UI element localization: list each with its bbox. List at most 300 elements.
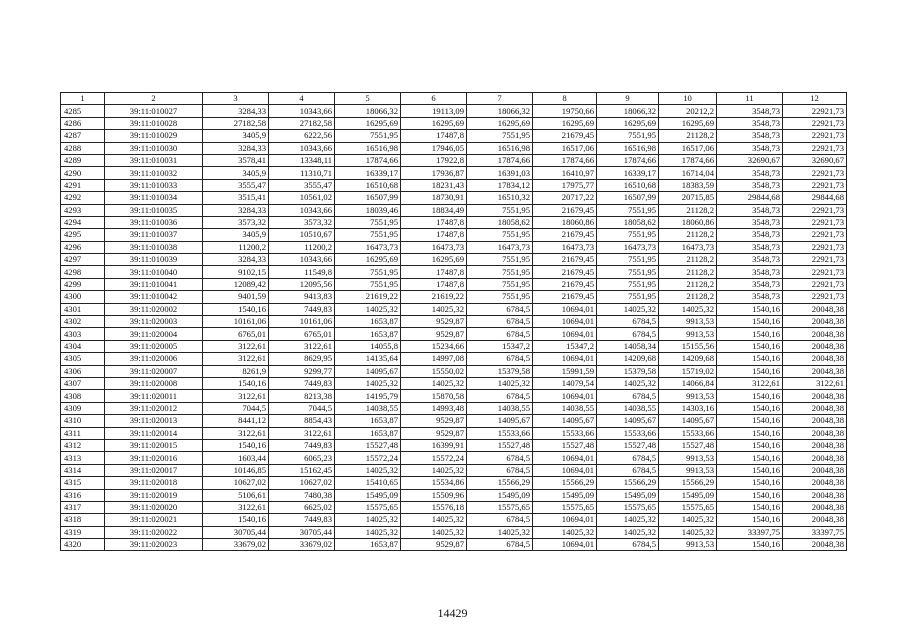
value-cell: 14135,64 bbox=[335, 353, 401, 365]
cadastral-number-cell: 39:11:010037 bbox=[105, 229, 203, 241]
value-cell: 15572,24 bbox=[401, 452, 467, 464]
row-number-cell: 4317 bbox=[61, 501, 105, 513]
value-cell: 1540,16 bbox=[717, 328, 783, 340]
row-number-cell: 4292 bbox=[61, 192, 105, 204]
value-cell: 8629,95 bbox=[269, 353, 335, 365]
value-cell: 7551,95 bbox=[335, 278, 401, 290]
value-cell: 6784,5 bbox=[467, 303, 533, 315]
value-cell: 33397,75 bbox=[783, 526, 847, 538]
value-cell: 9102,15 bbox=[203, 266, 269, 278]
value-cell: 18730,91 bbox=[401, 192, 467, 204]
value-cell: 17936,87 bbox=[401, 167, 467, 179]
cadastral-number-cell: 39:11:010029 bbox=[105, 130, 203, 142]
cadastral-number-cell: 39:11:010035 bbox=[105, 204, 203, 216]
value-cell: 7551,95 bbox=[467, 278, 533, 290]
value-cell: 19113,09 bbox=[401, 105, 467, 117]
cadastral-number-cell: 39:11:020007 bbox=[105, 365, 203, 377]
value-cell: 1653,87 bbox=[335, 427, 401, 439]
value-cell: 14025,32 bbox=[597, 303, 659, 315]
value-cell: 1540,16 bbox=[717, 340, 783, 352]
value-cell: 3548,73 bbox=[717, 105, 783, 117]
value-cell: 14079,54 bbox=[533, 377, 597, 389]
cadastral-number-cell: 39:11:010039 bbox=[105, 254, 203, 266]
value-cell: 16517,06 bbox=[533, 142, 597, 154]
row-number-cell: 4308 bbox=[61, 390, 105, 402]
row-number-cell: 4313 bbox=[61, 452, 105, 464]
row-number-cell: 4287 bbox=[61, 130, 105, 142]
row-number-cell: 4315 bbox=[61, 477, 105, 489]
value-cell: 22921,73 bbox=[783, 105, 847, 117]
value-cell: 14195,79 bbox=[335, 390, 401, 402]
value-cell: 10510,67 bbox=[269, 229, 335, 241]
value-cell: 14303,16 bbox=[659, 402, 717, 414]
value-cell: 18060,86 bbox=[659, 216, 717, 228]
value-cell: 9913,53 bbox=[659, 316, 717, 328]
value-cell: 1653,87 bbox=[335, 328, 401, 340]
value-cell: 14095,67 bbox=[533, 415, 597, 427]
table-row bbox=[61, 316, 847, 328]
value-cell: 29844,68 bbox=[717, 192, 783, 204]
value-cell: 15533,66 bbox=[467, 427, 533, 439]
value-cell: 10343,66 bbox=[269, 142, 335, 154]
value-cell: 7551,95 bbox=[335, 266, 401, 278]
value-cell: 16473,73 bbox=[401, 241, 467, 253]
value-cell: 21128,2 bbox=[659, 130, 717, 142]
value-cell: 1540,16 bbox=[717, 464, 783, 476]
row-number-cell: 4319 bbox=[61, 526, 105, 538]
value-cell: 20048,38 bbox=[783, 390, 847, 402]
value-cell: 20048,38 bbox=[783, 402, 847, 414]
table-row bbox=[61, 241, 847, 253]
value-cell: 10627,02 bbox=[269, 477, 335, 489]
value-cell: 9913,53 bbox=[659, 452, 717, 464]
cadastral-number-cell: 39:11:010042 bbox=[105, 291, 203, 303]
row-number-cell: 4310 bbox=[61, 415, 105, 427]
page-number: 14429 bbox=[437, 606, 468, 620]
value-cell: 12095,56 bbox=[269, 278, 335, 290]
row-number-cell: 4295 bbox=[61, 229, 105, 241]
table-row bbox=[61, 402, 847, 414]
value-cell: 18066,32 bbox=[467, 105, 533, 117]
value-cell: 1540,16 bbox=[717, 415, 783, 427]
value-cell: 18039,46 bbox=[335, 204, 401, 216]
table-row bbox=[61, 105, 847, 117]
value-cell: 20048,38 bbox=[783, 365, 847, 377]
value-cell: 17874,66 bbox=[467, 154, 533, 166]
value-cell: 33679,02 bbox=[203, 539, 269, 551]
value-cell: 15572,24 bbox=[335, 452, 401, 464]
row-number-cell: 4286 bbox=[61, 117, 105, 129]
value-cell: 16295,69 bbox=[533, 117, 597, 129]
value-cell: 16507,99 bbox=[335, 192, 401, 204]
value-cell: 14025,32 bbox=[597, 377, 659, 389]
row-number-cell: 4318 bbox=[61, 514, 105, 526]
value-cell: 15719,02 bbox=[659, 365, 717, 377]
value-cell: 16714,04 bbox=[659, 167, 717, 179]
value-cell: 6784,5 bbox=[467, 452, 533, 464]
value-cell: 6784,5 bbox=[597, 464, 659, 476]
value-cell: 7449,83 bbox=[269, 514, 335, 526]
value-cell: 21128,2 bbox=[659, 254, 717, 266]
value-cell: 15533,66 bbox=[533, 427, 597, 439]
value-cell: 14025,32 bbox=[467, 377, 533, 389]
value-cell: 16473,73 bbox=[335, 241, 401, 253]
table-row bbox=[61, 291, 847, 303]
value-cell: 3284,33 bbox=[203, 142, 269, 154]
value-cell: 18066,32 bbox=[597, 105, 659, 117]
value-cell: 7044,5 bbox=[269, 402, 335, 414]
value-cell: 3405,9 bbox=[203, 167, 269, 179]
value-cell: 11310,71 bbox=[269, 167, 335, 179]
value-cell: 1653,87 bbox=[335, 415, 401, 427]
value-cell: 10627,02 bbox=[203, 477, 269, 489]
value-cell: 3122,61 bbox=[203, 353, 269, 365]
value-cell: 3122,61 bbox=[203, 427, 269, 439]
value-cell: 7551,95 bbox=[335, 216, 401, 228]
value-cell: 9913,53 bbox=[659, 464, 717, 476]
value-cell: 7551,95 bbox=[467, 204, 533, 216]
value-cell: 15534,86 bbox=[401, 477, 467, 489]
value-cell: 17874,66 bbox=[659, 154, 717, 166]
value-cell: 15575,65 bbox=[533, 501, 597, 513]
value-cell: 1540,16 bbox=[203, 303, 269, 315]
value-cell: 1540,16 bbox=[717, 303, 783, 315]
value-cell: 14095,67 bbox=[467, 415, 533, 427]
value-cell: 7551,95 bbox=[467, 266, 533, 278]
value-cell: 16473,73 bbox=[467, 241, 533, 253]
value-cell: 20048,38 bbox=[783, 514, 847, 526]
table-row bbox=[61, 216, 847, 228]
value-cell: 14095,67 bbox=[659, 415, 717, 427]
value-cell: 10694,01 bbox=[533, 464, 597, 476]
cadastral-number-cell: 39:11:020021 bbox=[105, 514, 203, 526]
table-row bbox=[61, 254, 847, 266]
value-cell: 22921,73 bbox=[783, 291, 847, 303]
value-cell: 1540,16 bbox=[717, 365, 783, 377]
value-cell: 21128,2 bbox=[659, 229, 717, 241]
table-row bbox=[61, 266, 847, 278]
value-cell: 8854,43 bbox=[269, 415, 335, 427]
value-cell: 10161,06 bbox=[269, 316, 335, 328]
value-cell: 15347,2 bbox=[467, 340, 533, 352]
value-cell: 15495,09 bbox=[533, 489, 597, 501]
value-cell: 21679,45 bbox=[533, 229, 597, 241]
table-row bbox=[61, 192, 847, 204]
column-header: 6 bbox=[401, 93, 467, 105]
value-cell: 20048,38 bbox=[783, 340, 847, 352]
value-cell: 15379,58 bbox=[597, 365, 659, 377]
value-cell: 10694,01 bbox=[533, 390, 597, 402]
table-row bbox=[61, 353, 847, 365]
value-cell: 16295,69 bbox=[659, 117, 717, 129]
value-cell: 1603,44 bbox=[203, 452, 269, 464]
value-cell: 15527,48 bbox=[659, 439, 717, 451]
value-cell: 16339,17 bbox=[597, 167, 659, 179]
value-cell: 16295,69 bbox=[597, 117, 659, 129]
value-cell: 22921,73 bbox=[783, 229, 847, 241]
value-cell: 20048,38 bbox=[783, 501, 847, 513]
value-cell: 6765,01 bbox=[269, 328, 335, 340]
value-cell: 14066,84 bbox=[659, 377, 717, 389]
cadastral-number-cell: 39:11:020016 bbox=[105, 452, 203, 464]
value-cell: 9401,59 bbox=[203, 291, 269, 303]
value-cell: 16516,98 bbox=[467, 142, 533, 154]
value-cell: 11549,8 bbox=[269, 266, 335, 278]
value-cell: 1540,16 bbox=[203, 439, 269, 451]
value-cell: 7551,95 bbox=[597, 229, 659, 241]
row-number-cell: 4303 bbox=[61, 328, 105, 340]
value-cell: 6784,5 bbox=[597, 328, 659, 340]
value-cell: 16295,69 bbox=[335, 254, 401, 266]
value-cell: 3405,9 bbox=[203, 229, 269, 241]
row-number-cell: 4299 bbox=[61, 278, 105, 290]
value-cell: 1540,16 bbox=[717, 427, 783, 439]
value-cell: 15566,29 bbox=[467, 477, 533, 489]
value-cell: 32690,67 bbox=[717, 154, 783, 166]
cadastral-number-cell: 39:11:020013 bbox=[105, 415, 203, 427]
value-cell: 7449,83 bbox=[269, 377, 335, 389]
value-cell: 10694,01 bbox=[533, 328, 597, 340]
column-header: 12 bbox=[783, 93, 847, 105]
value-cell: 3122,61 bbox=[783, 377, 847, 389]
value-cell: 20048,38 bbox=[783, 353, 847, 365]
value-cell: 27182,58 bbox=[269, 117, 335, 129]
column-header: 5 bbox=[335, 93, 401, 105]
value-cell: 9529,87 bbox=[401, 328, 467, 340]
value-cell: 10694,01 bbox=[533, 539, 597, 551]
cadastral-number-cell: 39:11:020015 bbox=[105, 439, 203, 451]
row-number-cell: 4290 bbox=[61, 167, 105, 179]
value-cell: 16295,69 bbox=[401, 254, 467, 266]
value-cell: 6784,5 bbox=[467, 316, 533, 328]
value-cell: 6784,5 bbox=[467, 539, 533, 551]
value-cell: 10161,06 bbox=[203, 316, 269, 328]
value-cell: 18066,32 bbox=[335, 105, 401, 117]
table-row bbox=[61, 539, 847, 551]
row-number-cell: 4301 bbox=[61, 303, 105, 315]
row-number-cell: 4298 bbox=[61, 266, 105, 278]
cadastral-number-cell: 39:11:010032 bbox=[105, 167, 203, 179]
value-cell: 19750,66 bbox=[533, 105, 597, 117]
value-cell: 14025,32 bbox=[401, 526, 467, 538]
value-cell: 22921,73 bbox=[783, 278, 847, 290]
value-cell: 14025,32 bbox=[659, 303, 717, 315]
row-number-cell: 4291 bbox=[61, 179, 105, 191]
value-cell: 3548,73 bbox=[717, 179, 783, 191]
value-cell: 10343,66 bbox=[269, 204, 335, 216]
value-cell: 3548,73 bbox=[717, 216, 783, 228]
value-cell: 17874,66 bbox=[597, 154, 659, 166]
value-cell: 18058,62 bbox=[467, 216, 533, 228]
table-row bbox=[61, 439, 847, 451]
table-row bbox=[61, 142, 847, 154]
table-row bbox=[61, 526, 847, 538]
cadastral-number-cell: 39:11:020012 bbox=[105, 402, 203, 414]
table-row bbox=[61, 514, 847, 526]
row-number-cell: 4316 bbox=[61, 489, 105, 501]
row-number-cell: 4297 bbox=[61, 254, 105, 266]
value-cell: 15575,65 bbox=[597, 501, 659, 513]
value-cell: 7551,95 bbox=[467, 291, 533, 303]
value-cell: 14025,32 bbox=[597, 514, 659, 526]
cadastral-number-cell: 39:11:010031 bbox=[105, 154, 203, 166]
value-cell: 1540,16 bbox=[717, 439, 783, 451]
value-cell: 14038,55 bbox=[335, 402, 401, 414]
table-row bbox=[61, 501, 847, 513]
table-row bbox=[61, 415, 847, 427]
cadastral-number-cell: 39:11:020004 bbox=[105, 328, 203, 340]
value-cell: 7551,95 bbox=[597, 254, 659, 266]
value-cell: 16516,98 bbox=[597, 142, 659, 154]
value-cell: 3284,33 bbox=[203, 105, 269, 117]
value-cell: 17487,8 bbox=[401, 130, 467, 142]
value-cell: 7449,83 bbox=[269, 439, 335, 451]
value-cell: 7551,95 bbox=[335, 130, 401, 142]
value-cell: 21679,45 bbox=[533, 278, 597, 290]
value-cell: 22921,73 bbox=[783, 179, 847, 191]
value-cell: 6784,5 bbox=[597, 452, 659, 464]
value-cell: 33679,02 bbox=[269, 539, 335, 551]
value-cell: 18383,59 bbox=[659, 179, 717, 191]
value-cell: 6784,5 bbox=[597, 316, 659, 328]
value-cell: 3548,73 bbox=[717, 254, 783, 266]
row-number-cell: 4293 bbox=[61, 204, 105, 216]
value-cell: 10694,01 bbox=[533, 452, 597, 464]
value-cell: 9913,53 bbox=[659, 328, 717, 340]
value-cell: 6765,01 bbox=[203, 328, 269, 340]
value-cell: 1540,16 bbox=[717, 390, 783, 402]
value-cell: 15527,48 bbox=[335, 439, 401, 451]
value-cell: 16391,03 bbox=[467, 167, 533, 179]
value-cell: 6784,5 bbox=[467, 390, 533, 402]
value-cell: 1540,16 bbox=[203, 377, 269, 389]
cadastral-number-cell: 39:11:010038 bbox=[105, 241, 203, 253]
value-cell: 11200,2 bbox=[203, 241, 269, 253]
value-cell: 3573,32 bbox=[203, 216, 269, 228]
value-cell: 20048,38 bbox=[783, 316, 847, 328]
value-cell: 20048,38 bbox=[783, 452, 847, 464]
value-cell: 20048,38 bbox=[783, 427, 847, 439]
value-cell: 20048,38 bbox=[783, 539, 847, 551]
value-cell: 7551,95 bbox=[597, 266, 659, 278]
value-cell: 3578,41 bbox=[203, 154, 269, 166]
value-cell: 15991,59 bbox=[533, 365, 597, 377]
value-cell: 14025,32 bbox=[335, 526, 401, 538]
value-cell: 14038,55 bbox=[533, 402, 597, 414]
cadastral-number-cell: 39:11:020020 bbox=[105, 501, 203, 513]
cadastral-number-cell: 39:11:010028 bbox=[105, 117, 203, 129]
value-cell: 16517,06 bbox=[659, 142, 717, 154]
value-cell: 20048,38 bbox=[783, 328, 847, 340]
value-cell: 7551,95 bbox=[597, 204, 659, 216]
cadastral-number-cell: 39:11:020019 bbox=[105, 489, 203, 501]
cadastral-value-table bbox=[60, 92, 847, 551]
value-cell: 16516,98 bbox=[335, 142, 401, 154]
value-cell: 32690,67 bbox=[783, 154, 847, 166]
value-cell: 10694,01 bbox=[533, 316, 597, 328]
value-cell: 1653,87 bbox=[335, 316, 401, 328]
value-cell: 8261,9 bbox=[203, 365, 269, 377]
value-cell: 17487,8 bbox=[401, 229, 467, 241]
value-cell: 16510,68 bbox=[597, 179, 659, 191]
value-cell: 14025,32 bbox=[659, 514, 717, 526]
value-cell: 17946,05 bbox=[401, 142, 467, 154]
value-cell: 9529,87 bbox=[401, 316, 467, 328]
value-cell: 21619,22 bbox=[335, 291, 401, 303]
column-header: 11 bbox=[717, 93, 783, 105]
value-cell: 3122,61 bbox=[203, 340, 269, 352]
value-cell: 10343,66 bbox=[269, 254, 335, 266]
row-number-cell: 4306 bbox=[61, 365, 105, 377]
value-cell: 18058,62 bbox=[597, 216, 659, 228]
cadastral-number-cell: 39:11:010036 bbox=[105, 216, 203, 228]
value-cell: 15347,2 bbox=[533, 340, 597, 352]
value-cell: 20048,38 bbox=[783, 477, 847, 489]
value-cell: 1540,16 bbox=[717, 353, 783, 365]
value-cell: 22921,73 bbox=[783, 117, 847, 129]
value-cell: 16295,69 bbox=[467, 117, 533, 129]
value-cell: 6784,5 bbox=[597, 539, 659, 551]
row-number-cell: 4312 bbox=[61, 439, 105, 451]
value-cell: 17487,8 bbox=[401, 278, 467, 290]
cadastral-number-cell: 39:11:020008 bbox=[105, 377, 203, 389]
cadastral-number-cell: 39:11:020023 bbox=[105, 539, 203, 551]
value-cell: 14025,32 bbox=[335, 514, 401, 526]
value-cell: 3284,33 bbox=[203, 204, 269, 216]
table-row bbox=[61, 229, 847, 241]
value-cell: 20048,38 bbox=[783, 303, 847, 315]
value-cell: 30705,44 bbox=[269, 526, 335, 538]
value-cell: 10694,01 bbox=[533, 353, 597, 365]
value-cell: 21619,22 bbox=[401, 291, 467, 303]
table-row bbox=[61, 303, 847, 315]
value-cell: 3122,61 bbox=[717, 377, 783, 389]
value-cell: 3122,61 bbox=[203, 501, 269, 513]
column-header: 3 bbox=[203, 93, 269, 105]
value-cell: 10146,85 bbox=[203, 464, 269, 476]
value-cell: 15162,45 bbox=[269, 464, 335, 476]
value-cell: 22921,73 bbox=[783, 241, 847, 253]
value-cell: 20048,38 bbox=[783, 464, 847, 476]
value-cell: 16510,32 bbox=[467, 192, 533, 204]
value-cell: 6222,56 bbox=[269, 130, 335, 142]
value-cell: 9913,53 bbox=[659, 539, 717, 551]
table-row bbox=[61, 390, 847, 402]
value-cell: 1540,16 bbox=[717, 452, 783, 464]
value-cell: 3122,61 bbox=[203, 390, 269, 402]
value-cell: 15550,02 bbox=[401, 365, 467, 377]
value-cell: 17975,77 bbox=[533, 179, 597, 191]
value-cell: 14038,55 bbox=[467, 402, 533, 414]
table-row bbox=[61, 427, 847, 439]
value-cell: 21679,45 bbox=[533, 254, 597, 266]
value-cell: 7480,38 bbox=[269, 489, 335, 501]
value-cell: 15566,29 bbox=[659, 477, 717, 489]
value-cell: 14025,32 bbox=[533, 526, 597, 538]
value-cell: 6065,23 bbox=[269, 452, 335, 464]
value-cell: 22921,73 bbox=[783, 130, 847, 142]
value-cell: 15527,48 bbox=[467, 439, 533, 451]
value-cell: 15533,66 bbox=[659, 427, 717, 439]
table-row bbox=[61, 130, 847, 142]
cadastral-number-cell: 39:11:020003 bbox=[105, 316, 203, 328]
value-cell: 14209,68 bbox=[659, 353, 717, 365]
cadastral-number-cell: 39:11:020002 bbox=[105, 303, 203, 315]
table-row bbox=[61, 340, 847, 352]
value-cell: 7551,95 bbox=[597, 278, 659, 290]
value-cell: 17874,66 bbox=[335, 154, 401, 166]
data-table-container bbox=[60, 92, 846, 551]
